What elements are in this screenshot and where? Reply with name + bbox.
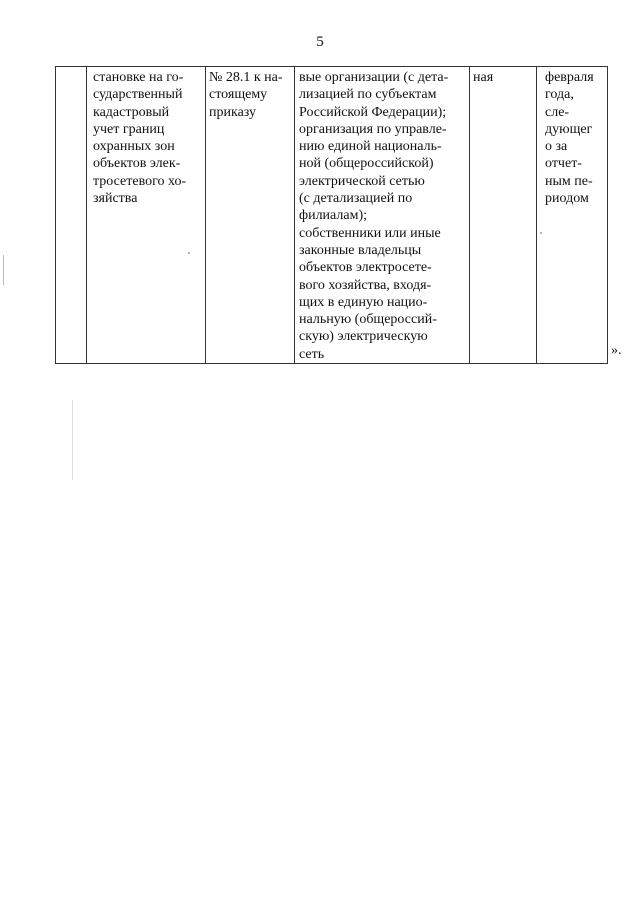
scan-artifact-line (72, 400, 73, 480)
cell-line: зяйства (93, 191, 138, 207)
continuation-table (55, 66, 608, 364)
cell-line: ной (общероссийской) (299, 156, 434, 172)
cell-line: риодом (545, 191, 589, 207)
cell-line: дующег (545, 121, 593, 137)
cell-line: учет границ (93, 121, 165, 137)
cell-line: вые организации (с дета- (299, 70, 449, 85)
cell-line: скую) электрическую (299, 329, 428, 345)
table-cell-deadline (537, 67, 608, 364)
cell-line: ным пе- (545, 173, 593, 189)
table-cell-form-reference (206, 67, 295, 364)
cell-line: сударственный (93, 87, 183, 103)
cell-line: филиалам); (299, 208, 367, 224)
cell-line: объектов электросете- (299, 260, 432, 276)
table-cell-respondents (295, 67, 470, 364)
cell-line: отчет- (545, 156, 582, 172)
cell-line: года, (545, 87, 574, 103)
cell-line: кадастровый (93, 104, 170, 120)
cell-line: февраля (545, 70, 594, 85)
cell-line: сле- (545, 104, 570, 120)
cell-line: лизацией по субъектам (299, 87, 437, 103)
cell-line: организация по управле- (299, 121, 447, 137)
cell-line: приказу (209, 104, 257, 120)
cell-line: ная (473, 70, 494, 85)
scan-artifact-line (3, 255, 4, 285)
cell-line: (с детализацией по (299, 191, 413, 207)
table-cell-empty (56, 67, 87, 364)
cell-line: нальную (общероссий- (299, 312, 437, 328)
cell-line: № 28.1 к на- (209, 70, 283, 85)
table-cell-subject (87, 67, 206, 364)
closing-quote-mark: ». (611, 343, 622, 358)
cell-line: электрической сетью (299, 173, 425, 189)
cell-line: тросетевого хо- (93, 173, 187, 189)
cell-line: охранных зон (93, 139, 175, 155)
table-cell-periodicity (470, 67, 537, 364)
cell-line: законные владельцы (299, 242, 422, 258)
table-row (56, 67, 608, 364)
cell-line: Российской Федерации); (299, 104, 447, 120)
cell-line: становке на го- (93, 70, 184, 85)
cell-line: щих в единую нацио- (299, 294, 428, 310)
cell-line: стоящему (209, 87, 268, 103)
cell-line: объектов элек- (93, 156, 181, 172)
cell-line: нию единой националь- (299, 139, 442, 155)
cell-line: вого хозяйства, входя- (299, 277, 432, 293)
cell-line: о за (545, 139, 568, 155)
cell-line: собственники или иные (299, 225, 441, 241)
scan-artifact-dot (540, 232, 542, 234)
scan-artifact-dot (188, 252, 190, 254)
cell-line: сеть (299, 346, 325, 362)
page-number: 5 (316, 34, 324, 50)
